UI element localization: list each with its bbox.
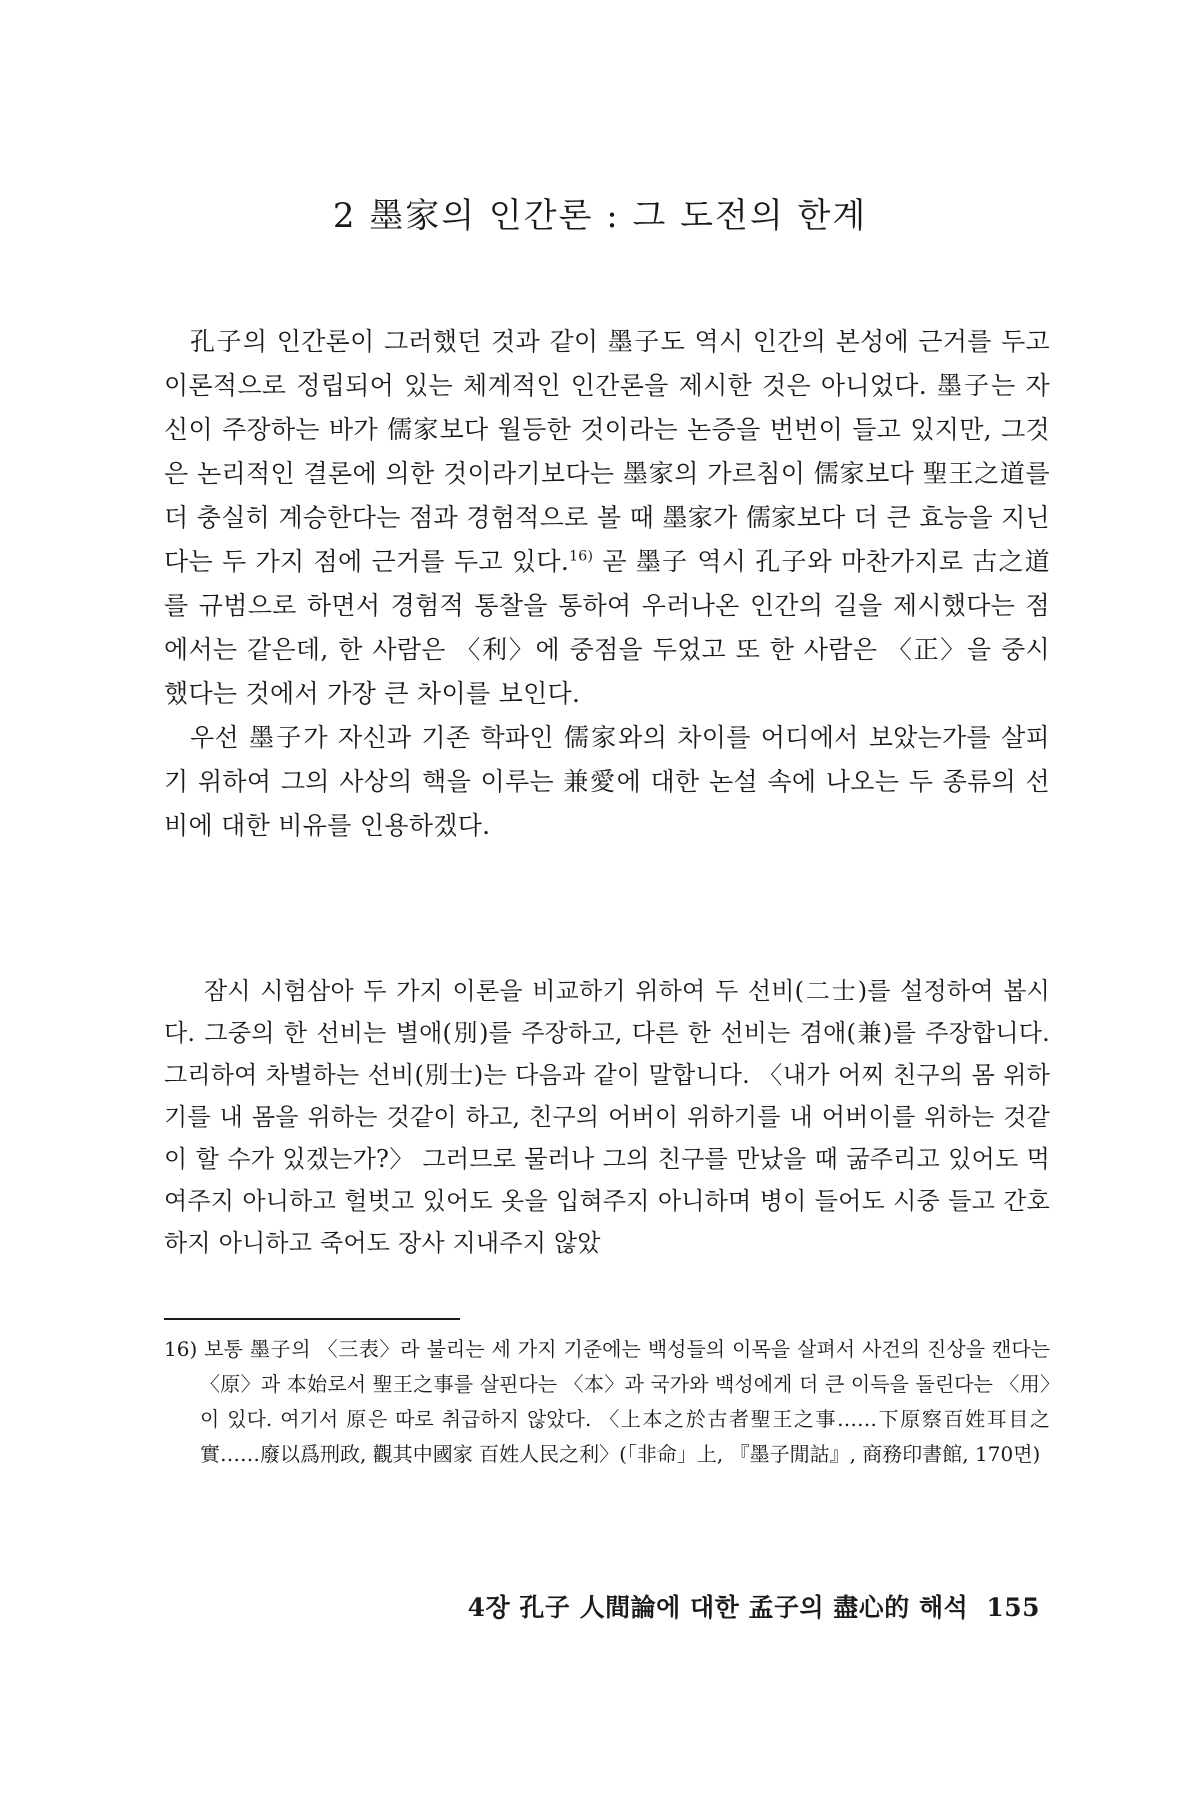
body-paragraph-1-text: 孔子의 인간론이 그러했던 것과 같이 墨子도 역시 인간의 본성에 근거를 두고 이론적으로 정립되어 있는 체계적인 인간론을 제시한 것은 아니었다. 墨子는 자신이 주장하는 바가 儒家보다 월등한 것이라는 논증을 번번이 들고 있지만, 그것은 논리적인 결론에 의한 것이라기보다는 墨家의 가르침이 儒家보다 聖王之道를 더 충실히 계승한다는 점과 경험적으로 볼 때 墨家가 儒家보다 더 큰 효능을 지닌다는 두 가지 점에 근거를 두고 있다. (164, 327, 1050, 576)
block-quote (164, 970, 1050, 1264)
section-title: 2 墨家의 인간론 : 그 도전의 한계 (332, 196, 868, 236)
body-paragraph-1 (164, 320, 1050, 716)
block-quote-text: 잠시 시험삼아 두 가지 이론을 비교하기 위하여 두 선비(二士)를 설정하여 봅시다. 그중의 한 선비는 별애(別)를 주장하고, 다른 한 선비는 겸애(兼)를 주장합니다. 그리하여 차별하는 선비(別士)는 다음과 같이 말합니다. 〈내가 어찌 친구의 몸 위하기를 내 몸을 위하는 것같이 하고, 친구의 어버이 위하기를 내 어버이를 위하는 것같이 할 수가 있겠는가?〉 그러므로 물러나 그의 친구를 만났을 때 굶주리고 있어도 먹여주지 아니하고 헐벗고 있어도 옷을 입혀주지 아니하며 병이 들어도 시중 들고 간호하지 아니하고 죽어도 장사 지내주지 않았 (164, 977, 1050, 1257)
body-text (164, 320, 1050, 848)
page-number: 155 (986, 1593, 1040, 1622)
footnote-16: 16) 보통 墨子의 〈三表〉라 불리는 세 가지 기준에는 백성들의 이목을 살펴서 사건의 진상을 캔다는 〈原〉과 本始로서 聖王之事를 살핀다는 〈本〉과 국가와 백성에게 더 큰 이득을 돌린다는 〈用〉이 있다. 여기서 原은 따로 취급하지 않았다. 〈上本之於古者聖王之事……下原察百姓耳目之實……廢以爲刑政, 觀其中國家 百姓人民之利〉(「非命」上, 『墨子閒詁』, 商務印書館, 170면) (164, 1337, 1050, 1466)
footnote-divider (164, 1318, 460, 1320)
body-paragraph-1-tail: 곧 墨子 역시 孔子와 마찬가지로 古之道를 규범으로 하면서 경험적 통찰을 통하여 우러나온 인간의 길을 제시했다는 점에서는 같은데, 한 사람은 〈利〉에 중점을 두었고 또 한 사람은 〈正〉을 중시했다는 것에서 가장 큰 차이를 보인다. (164, 547, 1050, 708)
body-paragraph-2: 우선 墨子가 자신과 기존 학파인 儒家와의 차이를 어디에서 보았는가를 살피기 위하여 그의 사상의 핵을 이루는 兼愛에 대한 논설 속에 나오는 두 종류의 선비에 대한 비유를 인용하겠다. (164, 723, 1050, 840)
running-footer-title: 4장 孔子 人間論에 대한 孟子의 盡心的 해석 (467, 1593, 969, 1622)
running-footer (0, 1588, 1040, 1624)
footnote-reference: 16) (569, 548, 594, 565)
